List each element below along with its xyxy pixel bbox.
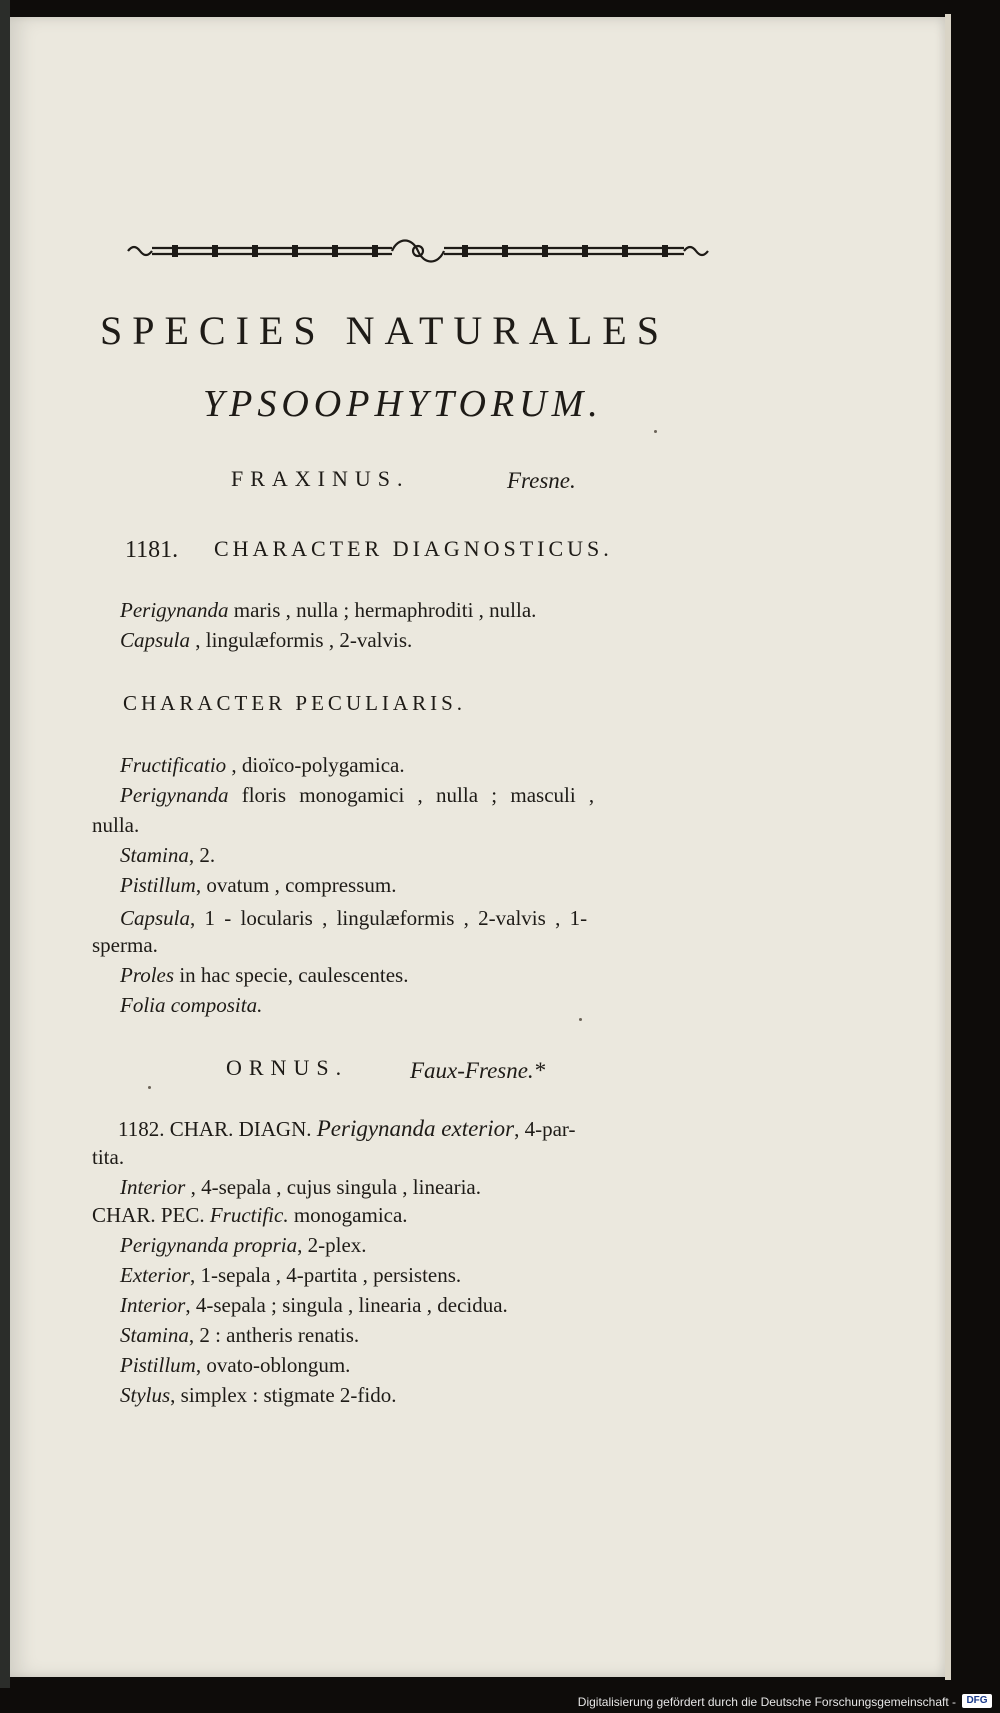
term: Proles — [120, 963, 175, 987]
text: , dioïco-polygamica. — [231, 753, 405, 777]
text: , simplex : stigmate 2-fido. — [170, 1383, 397, 1407]
line-interior-sepala — [120, 1295, 508, 1316]
line-exterior — [120, 1265, 461, 1286]
binding-edge — [0, 0, 10, 1713]
genus-french-fresne: Fresne. — [507, 468, 576, 493]
term: Stamina — [120, 843, 189, 867]
text: , 1 - locularis , lingulæformis , 2-valvis , 1- — [190, 906, 588, 930]
line-stamina-antheris — [120, 1325, 359, 1346]
book-page — [10, 17, 945, 1677]
line-stylus — [120, 1385, 396, 1406]
text: , ovatum , compressum. — [195, 873, 397, 897]
term: Interior — [120, 1293, 186, 1317]
line-sperma: sperma. — [92, 933, 158, 957]
character-diagnosticus-heading: CHARACTER DIAGNOSTICUS. — [214, 536, 613, 561]
term: Exterior — [120, 1263, 190, 1287]
line-tita: tita. — [92, 1145, 125, 1169]
term: Capsula — [120, 906, 191, 930]
char-diagn: CHAR. DIAGN. — [169, 1117, 312, 1141]
line-perigynanda — [120, 600, 536, 621]
term: Fructificatio — [120, 753, 227, 777]
text: , 2-plex. — [297, 1233, 367, 1257]
line-nulla: nulla. — [92, 813, 140, 837]
line-perigynanda-floris — [120, 785, 594, 806]
text: , lingulæformis , 2-valvis. — [195, 628, 413, 652]
entry-number: 1182. — [118, 1117, 165, 1141]
text: , 4-sepala , cujus singula , linearia. — [190, 1175, 481, 1199]
term: Folia — [120, 993, 166, 1017]
page-subtitle: YPSOOPHYTORUM. — [203, 383, 603, 425]
line-capsula-locularis — [120, 908, 587, 929]
term: Stamina — [120, 1323, 189, 1347]
ornamental-rule — [122, 235, 714, 267]
dfg-logo: DFG — [962, 1694, 992, 1708]
text: , 2. — [188, 843, 216, 867]
text: monogamica. — [293, 1203, 408, 1227]
line-stamina — [120, 845, 215, 866]
term: Pistillum — [120, 1353, 196, 1377]
line-pistillum — [120, 875, 396, 896]
line-pistillum-ovato — [120, 1355, 350, 1376]
paper-speck — [148, 1086, 151, 1089]
page-title: SPECIES NATURALES — [100, 308, 669, 353]
term: Perigynanda exterior — [316, 1116, 515, 1141]
term: Perigynanda — [120, 783, 229, 807]
page-edge — [945, 14, 951, 1680]
entry-1182-line — [118, 1117, 576, 1140]
paper-speck — [654, 430, 657, 433]
term: Capsula — [120, 628, 191, 652]
line-perigynanda-propria — [120, 1235, 367, 1256]
term: Perigynanda propria — [120, 1233, 298, 1257]
line-fructificatio — [120, 755, 405, 776]
text: in hac specie, caulescentes. — [179, 963, 409, 987]
character-peculiaris-heading: CHARACTER PECULIARIS. — [123, 691, 467, 715]
footer-credit: Digitalisierung gefördert durch die Deutsche Forschungsgemeinschaft - — [577, 1695, 956, 1709]
text: composita. — [170, 993, 263, 1017]
term: Interior — [120, 1175, 186, 1199]
paper-speck — [579, 1018, 582, 1021]
line-capsula — [120, 630, 412, 651]
term: Pistillum — [120, 873, 196, 897]
entry-number-1181: 1181. — [125, 537, 179, 563]
text: , 2 : antheris renatis. — [188, 1323, 360, 1347]
term: Stylus — [120, 1383, 171, 1407]
text: , 1-sepala , 4-partita , persistens. — [189, 1263, 462, 1287]
line-char-pec — [92, 1205, 408, 1226]
line-folia — [120, 995, 262, 1016]
text: floris monogamici , nulla ; masculi , — [241, 783, 595, 807]
term: Fructific. — [209, 1203, 289, 1227]
text: , 4-sepala ; singula , linearia , decidua. — [185, 1293, 508, 1317]
term: Perigynanda — [120, 598, 229, 622]
genus-heading-ornus: ORNUS. — [226, 1055, 349, 1080]
line-interior — [120, 1177, 481, 1198]
genus-french-faux-fresne: Faux-Fresne.* — [410, 1058, 546, 1083]
text: , 4-par- — [514, 1117, 576, 1141]
text: , ovato-oblongum. — [195, 1353, 351, 1377]
line-proles — [120, 965, 408, 986]
text: maris , nulla ; hermaphroditi , nulla. — [233, 598, 537, 622]
lead: CHAR. PEC. — [92, 1203, 205, 1227]
genus-heading-fraxinus: FRAXINUS. — [231, 466, 410, 491]
